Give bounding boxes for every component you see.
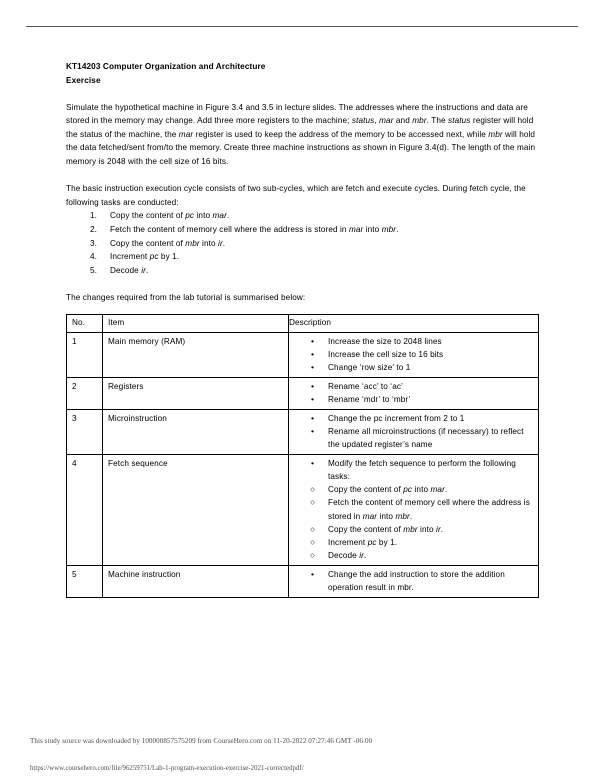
text-run: Modify the fetch sequence to perform the following tasks: [328, 458, 516, 482]
row-description [289, 333, 539, 378]
download-note: This study source was downloaded by 100000857575209 from CourseHero.com on 11-20-2022 07:27:46 GMT -06:00 [30, 737, 373, 745]
task-text [110, 264, 538, 278]
task-list-item [66, 250, 538, 264]
row-number: 3 [67, 410, 103, 455]
bullet-item [289, 393, 534, 406]
table-header-item: Item [103, 314, 289, 333]
sub-bullet-text [328, 496, 534, 522]
source-url: https://www.coursehero.com/file/96259751/Lab-1-program-execution-exercise-2021-correctedpdf/ [30, 765, 304, 772]
bullet-item [289, 348, 534, 361]
text-run: Fetch the content of memory cell where the address is stored in [328, 498, 530, 521]
italic-term: mar [362, 511, 378, 521]
bullet-item [289, 361, 534, 374]
italic-term: mbr [412, 116, 427, 126]
table-header-no: No. [67, 314, 103, 333]
italic-term: mbr [395, 511, 410, 521]
task-list-item [66, 264, 538, 278]
text-run: Decode [110, 265, 142, 275]
text-run: will hold the data fetched/sent from/to the memory. Create three machine instructions as shown in Figure 3.4(d). The length of the main memory is 2048 with the cell size of 16 bits. [66, 129, 536, 167]
bullet-marker-icon: ○ [310, 538, 316, 548]
row-item: Main memory (RAM) [103, 333, 289, 378]
text-run: Increase the cell size to 16 bits [328, 349, 444, 359]
text-run: Change ‘row size’ to 1 [328, 363, 411, 373]
text-run: Change the add instruction to store the addition operation result in mbr. [328, 569, 505, 593]
bullet-marker-icon: • [311, 568, 315, 579]
row-number: 2 [67, 378, 103, 410]
bullet-item [289, 412, 534, 425]
task-list-item [66, 237, 538, 251]
task-text [110, 223, 538, 237]
task-number: 2. [90, 225, 98, 235]
bullet-marker-icon: • [311, 394, 315, 405]
italic-term: mar [379, 116, 394, 126]
title-line-course: KT14203 Computer Organization and Architecture [66, 62, 266, 71]
text-run: by 1. [376, 538, 398, 548]
table-row [67, 378, 539, 410]
text-run: . [409, 511, 413, 521]
bullet-text [328, 393, 534, 406]
text-run: into [363, 225, 382, 235]
bullet-marker-icon: ○ [310, 498, 316, 508]
text-run: Decode [328, 551, 360, 561]
text-run: into [417, 524, 437, 534]
changes-table [66, 314, 539, 599]
text-run: Change the pc increment from 2 to 1 [328, 413, 465, 423]
paragraph-exercise-description [66, 101, 538, 169]
text-run: Copy the content of [328, 524, 404, 534]
task-text [110, 209, 538, 223]
task-list-item [66, 223, 538, 237]
table-row [67, 455, 539, 566]
row-number: 5 [67, 566, 103, 598]
bullet-text [328, 568, 534, 594]
italic-term: ir [218, 238, 223, 248]
text-run: Increment [110, 252, 150, 262]
italic-term: mar [348, 225, 364, 235]
bullet-list [289, 335, 534, 375]
bullet-marker-icon: ○ [310, 524, 316, 534]
italic-term: pc [403, 485, 413, 495]
text-run: , [374, 116, 380, 126]
text-run: Rename ‘acc’ to ‘ac’ [328, 381, 403, 391]
task-number: 1. [90, 211, 98, 221]
text-run: . [396, 225, 399, 235]
bullet-marker-icon: ○ [310, 551, 316, 561]
italic-term: mbr [403, 524, 418, 534]
row-item: Registers [103, 378, 289, 410]
bullet-marker-icon: ○ [310, 485, 316, 495]
italic-term: mar [430, 485, 445, 495]
document-title [66, 60, 538, 87]
document-body [66, 60, 538, 598]
fetch-task-list [66, 209, 538, 277]
italic-term: mbr [488, 129, 503, 139]
row-number: 1 [67, 333, 103, 378]
row-number: 4 [67, 455, 103, 566]
title-line-exercise: Exercise [66, 75, 101, 85]
task-number: 3. [90, 238, 98, 248]
text-run: Rename ‘mdr’ to ‘mbr’ [328, 395, 411, 405]
task-text [110, 250, 538, 264]
text-run: by 1. [158, 252, 180, 262]
italic-term: ir [436, 524, 441, 534]
bullet-marker-icon: • [311, 412, 315, 423]
italic-term: ir [359, 551, 364, 561]
sub-bullet-list [289, 483, 534, 562]
bullet-item [289, 380, 534, 393]
italic-term: mbr [381, 225, 397, 235]
text-run: Increment [328, 538, 368, 548]
sub-bullet-item [289, 549, 534, 562]
task-text [110, 237, 538, 251]
row-item: Machine instruction [103, 566, 289, 598]
table-header-row [67, 314, 539, 333]
sub-bullet-text [328, 483, 534, 496]
sub-bullet-item [289, 536, 534, 549]
text-run: Fetch the content of memory cell where the address is stored in [110, 225, 349, 235]
bullet-text [328, 380, 534, 393]
bullet-item [289, 335, 534, 348]
text-run: Copy the content of [110, 238, 186, 248]
bullet-marker-icon: • [311, 348, 315, 359]
bullet-list [289, 457, 534, 483]
text-run: Copy the content of [328, 485, 404, 495]
bullet-text [328, 425, 534, 451]
italic-term: status [351, 116, 375, 126]
text-run: register will hold the status of the machine, the [66, 116, 534, 139]
bullet-text [328, 348, 534, 361]
italic-term: ir [141, 265, 146, 275]
italic-term: pc [367, 538, 377, 548]
row-item: Microinstruction [103, 410, 289, 455]
italic-term: mar [212, 211, 227, 221]
bullet-text [328, 412, 534, 425]
sub-bullet-text [328, 523, 534, 536]
text-run: Increase the size to 2048 lines [328, 336, 442, 346]
bullet-list [289, 380, 534, 406]
text-run: Rename all microinstructions (if necessary) to reflect the updated register’s name [328, 426, 524, 450]
table-row [67, 566, 539, 598]
bullet-item [289, 457, 534, 483]
text-run: register is used to keep the address of the memory to be accessed next, while [193, 129, 489, 139]
row-description [289, 378, 539, 410]
task-list-item [66, 209, 538, 223]
text-run: into [377, 511, 396, 521]
sub-bullet-text [328, 549, 534, 562]
text-run: . [226, 211, 230, 221]
text-run: . [440, 524, 444, 534]
text-run: and [393, 116, 413, 126]
italic-term: pc [149, 252, 159, 262]
italic-term: status [448, 116, 471, 126]
bullet-marker-icon: • [311, 425, 315, 436]
paragraph-execution-cycle: The basic instruction execution cycle consists of two sub-cycles, which are fetch and execute cycles. During fetch cycle, the following tasks are conducted: [66, 184, 526, 207]
bullet-marker-icon: • [311, 457, 315, 468]
sub-bullet-item [289, 496, 534, 522]
text-run: into [412, 485, 431, 495]
table-header-description: Description [289, 314, 539, 333]
table-row [67, 333, 539, 378]
text-run: . [222, 238, 226, 248]
row-item: Fetch sequence [103, 455, 289, 566]
table-head [67, 314, 539, 333]
text-run: into [194, 211, 213, 221]
bullet-list [289, 412, 534, 452]
header-divider [26, 26, 578, 27]
row-description [289, 566, 539, 598]
bullet-list [289, 568, 534, 594]
task-number: 4. [90, 252, 98, 262]
sub-bullet-item [289, 483, 534, 496]
task-number: 5. [90, 265, 98, 275]
bullet-marker-icon: • [311, 335, 315, 346]
sub-bullet-item [289, 523, 534, 536]
text-run: . The [426, 116, 449, 126]
sub-bullet-text [328, 536, 534, 549]
text-run: . [444, 485, 448, 495]
table-row [67, 410, 539, 455]
italic-term: mar [178, 129, 194, 139]
bullet-text [328, 457, 534, 483]
paragraph-changes-intro: The changes required from the lab tutorial is summarised below: [66, 292, 306, 302]
text-run: Simulate the hypothetical machine in Figure 3.4 and 3.5 in lecture slides. The addresses where the instructions and data are stored in the memory may change. Add three more registers to the machine; [66, 102, 528, 126]
italic-term: mbr [185, 238, 200, 248]
text-run: . [145, 265, 149, 275]
row-description [289, 455, 539, 566]
bullet-item [289, 425, 534, 451]
text-run: into [199, 238, 219, 248]
bullet-text [328, 361, 534, 374]
bullet-marker-icon: • [311, 380, 315, 391]
text-run: . [363, 551, 367, 561]
table-body [67, 333, 539, 598]
bullet-item [289, 568, 534, 594]
text-run: Copy the content of [110, 211, 186, 221]
bullet-text [328, 335, 534, 348]
row-description [289, 410, 539, 455]
italic-term: pc [185, 211, 195, 221]
bullet-marker-icon: • [311, 362, 315, 373]
